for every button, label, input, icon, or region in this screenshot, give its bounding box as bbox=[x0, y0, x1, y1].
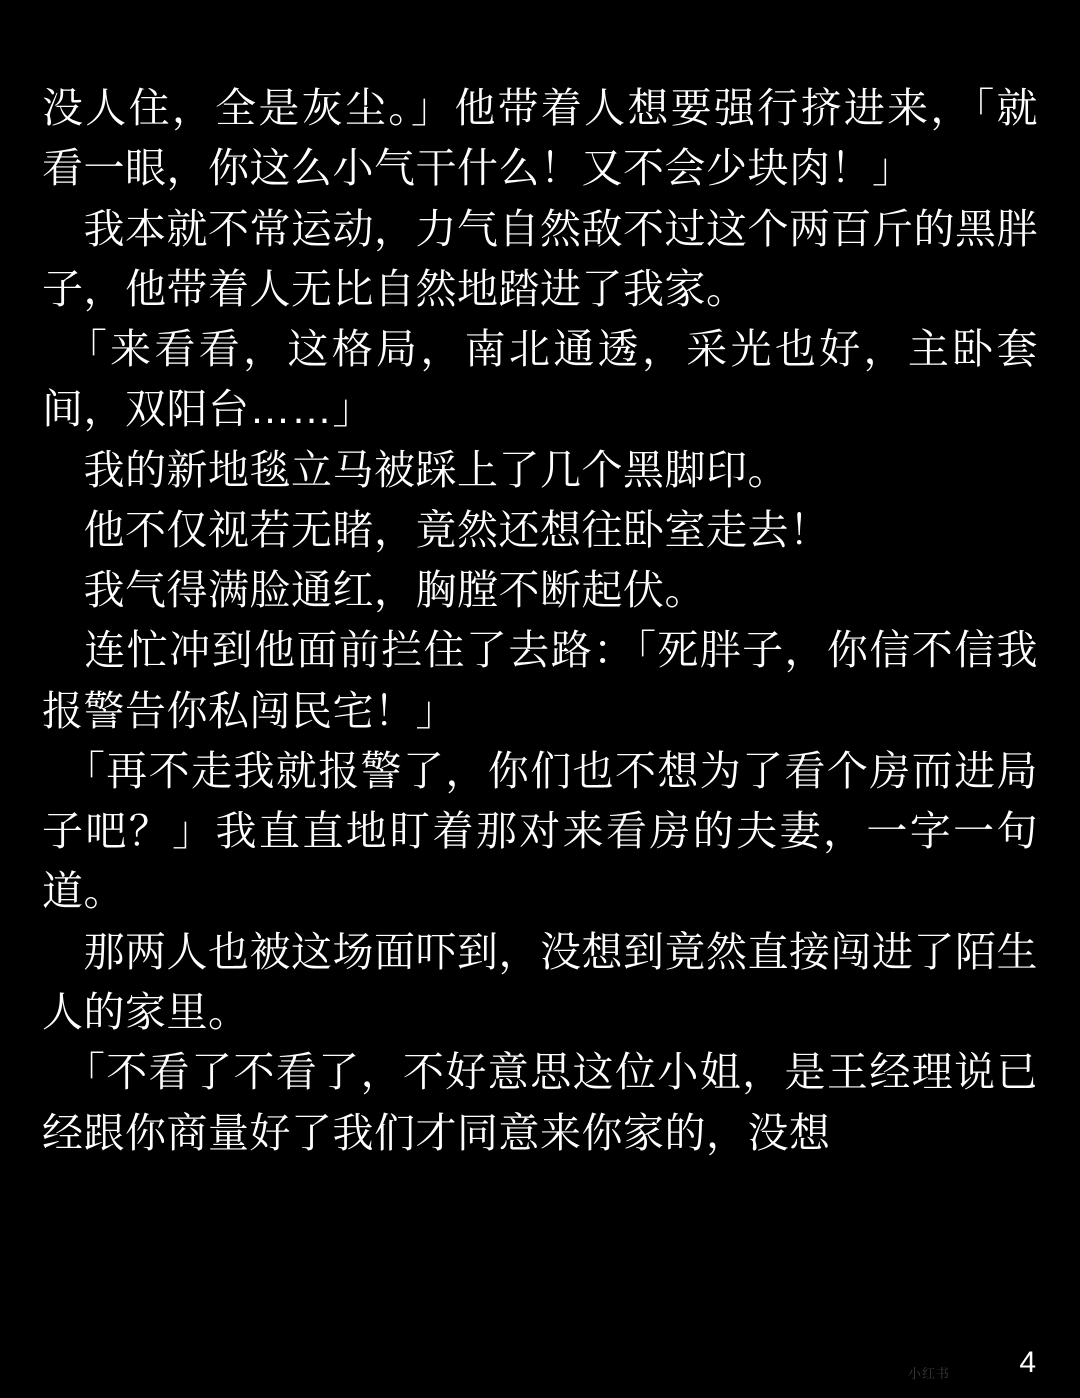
reader-text-body bbox=[42, 78, 1038, 1163]
paragraph: 我气得满脸通红，胸膛不断起伏。 bbox=[42, 567, 706, 614]
watermark: 小红书 bbox=[907, 1366, 950, 1381]
paragraph: 「再不走我就报警了，你们也不想为了看个房而进局子吧？」我直直地盯着那对来看房的夫妻，一字一句道。 bbox=[42, 747, 1038, 915]
paragraph: 「来看看，这格局，南北通透，采光也好，主卧套间，双阳台……」 bbox=[42, 326, 1038, 433]
paragraph: 我的新地毯立马被踩上了几个黑脚印。 bbox=[42, 446, 789, 493]
paragraph: 连忙冲到他面前拦住了去路：「死胖子，你信不信我报警告你私闯民宅！」 bbox=[42, 627, 1038, 734]
paragraph: 我本就不常运动，力气自然敌不过这个两百斤的黑胖子，他带着人无比自然地踏进了我家。 bbox=[42, 205, 1038, 312]
paragraph: 没人住，全是灰尘。」他带着人想要强行挤进来，「就看一眼，你这么小气干什么！又不会少块肉！」 bbox=[42, 85, 1038, 192]
page-number: 4 bbox=[1019, 1346, 1036, 1379]
paragraph: 他不仅视若无睹，竟然还想往卧室走去！ bbox=[42, 506, 831, 553]
paragraph: 「不看了不看了，不好意思这位小姐，是王经理说已经跟你商量好了我们才同意来你家的，没想 bbox=[42, 1049, 1038, 1156]
paragraph: 那两人也被这场面吓到，没想到竟然直接闯进了陌生人的家里。 bbox=[42, 928, 1038, 1035]
